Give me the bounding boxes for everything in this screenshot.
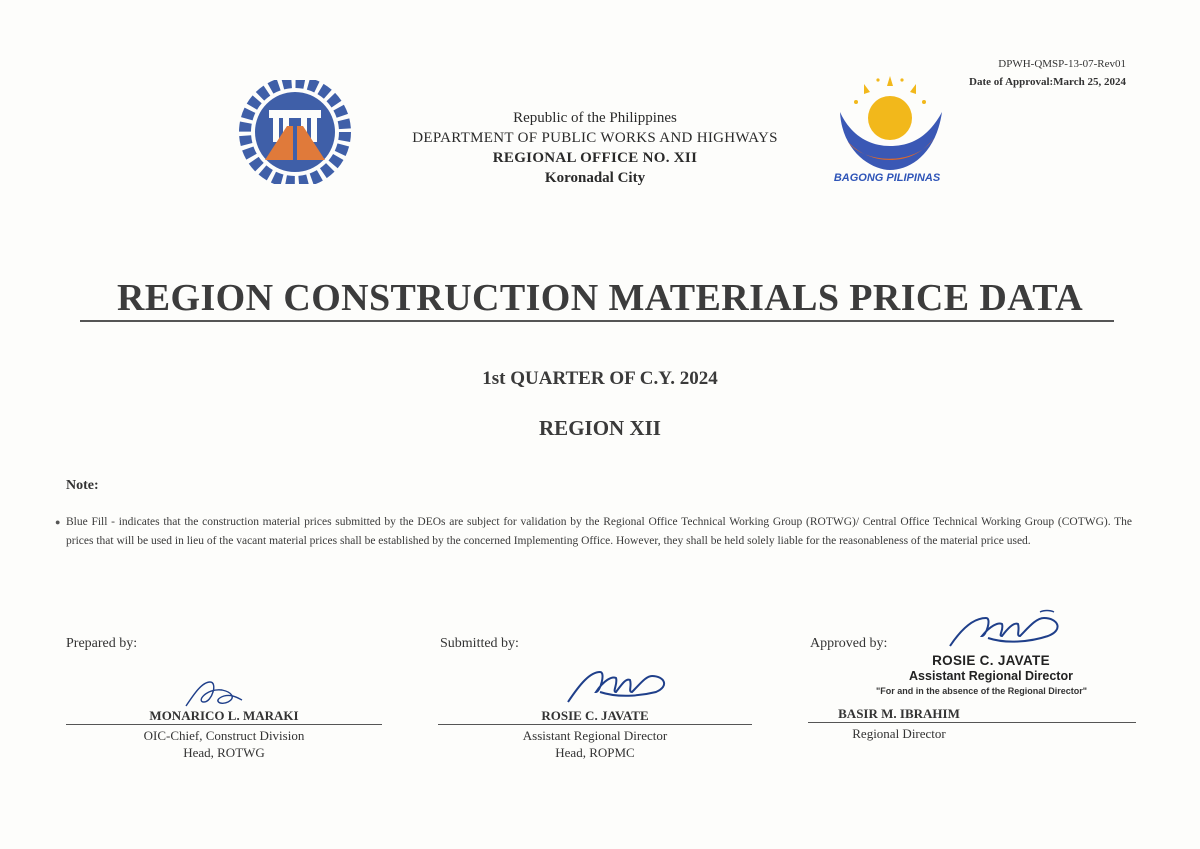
approved-name: BASIR M. IBRAHIM <box>838 706 960 721</box>
submitted-by-label: Submitted by: <box>440 636 519 651</box>
title-underline <box>80 320 1114 322</box>
prepared-position-2: Head, ROTWG <box>183 745 265 760</box>
department-name: DEPARTMENT OF PUBLIC WORKS AND HIGHWAYS <box>412 130 778 146</box>
republic-label: Republic of the Philippines <box>513 110 677 126</box>
office-city: Koronadal City <box>544 170 646 186</box>
prepared-signature-icon <box>176 676 246 712</box>
approved-position: Regional Director <box>852 726 946 741</box>
submitted-name: ROSIE C. JAVATE <box>541 708 649 723</box>
approved-by-label: Approved by: <box>810 636 888 651</box>
prepared-signature-line <box>66 724 382 725</box>
submitted-position-2: Head, ROPMC <box>555 745 635 760</box>
approved-signature-icon <box>944 608 1074 656</box>
page-title: REGION CONSTRUCTION MATERIALS PRICE DATA <box>116 277 1084 319</box>
prepared-name: MONARICO L. MARAKI <box>149 708 299 723</box>
letterhead <box>380 108 810 188</box>
document-code: DPWH-QMSP-13-07-Rev01 <box>998 58 1126 70</box>
dpwh-seal-icon <box>236 80 354 184</box>
prepared-position: OIC-Chief, Construct Division <box>143 728 305 743</box>
note-text: Blue Fill - indicates that the construction material prices submitted by the DEOs are subject for validation by the Regional Office Technical Working Group (ROTWG)/ Central Office Technical Working Group (COTWG). The prices that will be used in lieu of the vacant material prices shall be established by the concerned Implementing Office. However, they shall be held solely liable for the reasonableness of the material price used. <box>66 516 1132 547</box>
approval-date: Date of Approval:March 25, 2024 <box>969 76 1126 88</box>
approving-signer-position: Assistant Regional Director <box>909 669 1073 683</box>
approved-signature-line <box>808 722 1136 723</box>
quarter-label: 1st QUARTER OF C.Y. 2024 <box>482 368 718 389</box>
submitted-signature-icon <box>560 662 680 710</box>
region-label: REGION XII <box>539 416 661 440</box>
prepared-by-label: Prepared by: <box>66 636 138 651</box>
submitted-position: Assistant Regional Director <box>522 728 668 743</box>
bullet-icon: ● <box>55 517 61 527</box>
approving-signer-name: ROSIE C. JAVATE <box>932 653 1050 668</box>
note-label: Note: <box>66 478 99 493</box>
regional-office: REGIONAL OFFICE NO. XII <box>492 150 698 166</box>
approving-signer-note: "For and in the absence of the Regional Director" <box>876 686 1088 696</box>
submitted-signature-line <box>438 724 752 725</box>
bagong-pilipinas-label: BAGONG PILIPINAS <box>833 172 941 184</box>
